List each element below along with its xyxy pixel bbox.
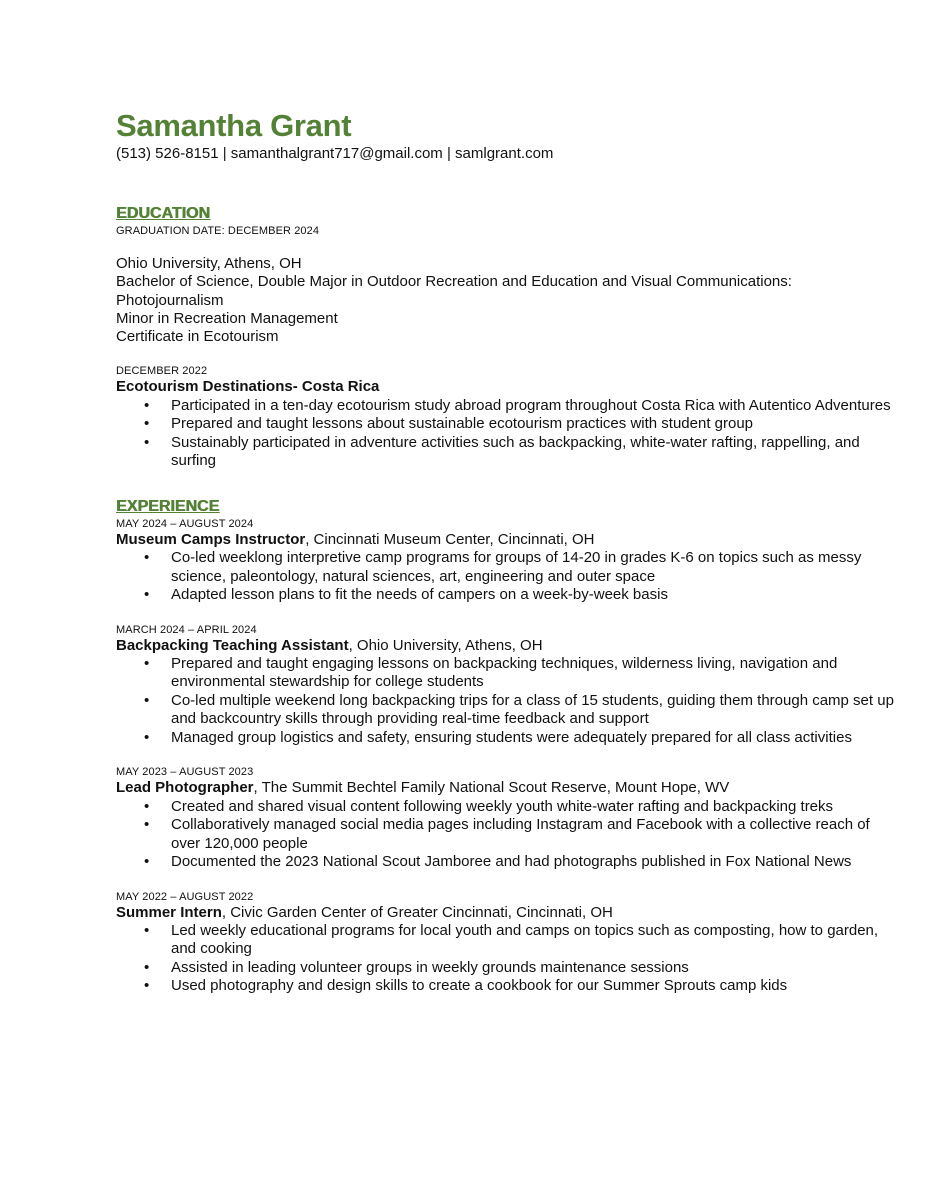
bullet-item: [116, 397, 896, 416]
job-org: , Civic Garden Center of Greater Cincinnati, Cincinnati, OH: [221, 903, 613, 921]
job-entry: [116, 890, 896, 996]
bullet-item: [116, 977, 896, 996]
job-role: Summer Intern: [116, 903, 222, 921]
bullet-text: Sustainably participated in adventure activities such as backpacking, white-water rafting, rappelling, and surfing: [171, 433, 860, 470]
bullet-item: [116, 434, 896, 471]
candidate-name: Samantha Grant: [116, 108, 352, 143]
bullet-list: [116, 798, 896, 872]
bullet-text: Participated in a ten-day ecotourism study abroad program throughout Costa Rica with Autentico Adventures: [171, 396, 891, 414]
bullet-item: [116, 959, 896, 978]
bullet-glyph: •: [144, 921, 150, 939]
entry-title: [116, 904, 896, 922]
bullet-item: [116, 853, 896, 872]
bullet-text: Used photography and design skills to create a cookbook for our Summer Sprouts camp kids: [171, 977, 788, 995]
bullet-list: [116, 549, 896, 605]
bullet-item: [116, 549, 896, 586]
bullet-glyph: •: [144, 977, 150, 995]
job-entry: [116, 765, 896, 871]
certificate-line: Certificate in Ecotourism: [116, 328, 279, 346]
bullet-item: [116, 729, 896, 748]
bullet-glyph: •: [144, 415, 150, 433]
contact-line: (513) 526-8151 | samanthalgrant717@gmail.com | samlgrant.com: [116, 145, 554, 162]
entry-date: MARCH 2024 – APRIL 2024: [116, 623, 257, 636]
bullet-text: Adapted lesson plans to fit the needs of campers on a week-by-week basis: [171, 586, 668, 604]
bullet-text: Led weekly educational programs for local youth and camps on topics such as composting, how to garden, and cooking: [171, 921, 879, 958]
bullet-glyph: •: [144, 853, 150, 871]
bullet-glyph: •: [144, 433, 150, 451]
experience-heading: EXPERIENCE: [116, 497, 220, 515]
bullet-text: Documented the 2023 National Scout Jamboree and had photographs published in Fox National News: [171, 853, 852, 871]
degree-info: [116, 255, 896, 346]
bullet-glyph: •: [144, 586, 150, 604]
entry-title: [116, 531, 896, 549]
bullet-item: [116, 816, 896, 853]
entry-date: MAY 2022 – AUGUST 2022: [116, 890, 254, 903]
bullet-text: Co-led multiple weekend long backpacking trips for a class of 15 students, guiding them through camp set up and backcountry skills through providing real-time feedback and support: [171, 691, 894, 728]
bullet-text: Created and shared visual content following weekly youth white-water rafting and backpacking treks: [171, 797, 834, 815]
entry-date: DECEMBER 2022: [116, 365, 208, 378]
bullet-text: Prepared and taught engaging lessons on backpacking techniques, wilderness living, navigation and environmental stewardship for college students: [171, 654, 838, 691]
job-org: , The Summit Bechtel Family National Scout Reserve, Mount Hope, WV: [253, 779, 730, 797]
job-org: , Ohio University, Athens, OH: [348, 636, 543, 654]
bullet-glyph: •: [144, 654, 150, 672]
entry-title: [116, 637, 896, 655]
bullet-text: Collaboratively managed social media pages including Instagram and Facebook with a collective reach of over 120,000 people: [171, 816, 870, 852]
entry-date: MAY 2023 – AUGUST 2023: [116, 766, 254, 779]
bullet-item: [116, 798, 896, 817]
entry-date: MAY 2024 – AUGUST 2024: [116, 517, 254, 530]
study-abroad-entry: [116, 364, 896, 470]
bullet-item: [116, 692, 896, 729]
job-role: Museum Camps Instructor: [116, 530, 306, 548]
job-role: Backpacking Teaching Assistant: [116, 636, 349, 654]
bullet-glyph: •: [144, 958, 150, 976]
bullet-list: [116, 655, 896, 748]
entry-title: [116, 779, 896, 797]
bullet-list: [116, 922, 896, 996]
graduation-date: GRADUATION DATE: DECEMBER 2024: [116, 225, 320, 237]
bullet-text: Assisted in leading volunteer groups in weekly grounds maintenance sessions: [171, 958, 689, 976]
bullet-item: [116, 586, 896, 605]
bullet-item: [116, 655, 896, 692]
entry-title: [116, 378, 896, 396]
bullet-text: Co-led weeklong interpretive camp programs for groups of 14-20 in grades K-6 on topics such as messy science, paleontology, natural sciences, art, engineering and outer space: [171, 549, 862, 585]
bullet-list: [116, 397, 896, 471]
resume-page: [116, 108, 896, 996]
job-org: , Cincinnati Museum Center, Cincinnati, OH: [305, 530, 595, 548]
program-title: Ecotourism Destinations- Costa Rica: [116, 378, 380, 396]
job-entry: [116, 623, 896, 748]
degree-line: Bachelor of Science, Double Major in Outdoor Recreation and Education and Visual Communications: Photojournalism: [116, 273, 792, 309]
bullet-glyph: •: [144, 728, 150, 746]
education-heading: EDUCATION: [116, 205, 210, 222]
bullet-text: Prepared and taught lessons about sustainable ecotourism practices with student group: [171, 415, 754, 433]
job-entry: [116, 517, 896, 605]
bullet-glyph: •: [144, 396, 150, 414]
bullet-glyph: •: [144, 816, 150, 834]
bullet-glyph: •: [144, 797, 150, 815]
bullet-text: Managed group logistics and safety, ensuring students were adequately prepared for all class activities: [171, 728, 852, 746]
bullet-glyph: •: [144, 691, 150, 709]
job-role: Lead Photographer: [116, 779, 254, 797]
university-line: Ohio University, Athens, OH: [116, 255, 302, 272]
bullet-glyph: •: [144, 549, 150, 567]
bullet-item: [116, 922, 896, 959]
minor-line: Minor in Recreation Management: [116, 309, 338, 327]
bullet-item: [116, 415, 896, 434]
